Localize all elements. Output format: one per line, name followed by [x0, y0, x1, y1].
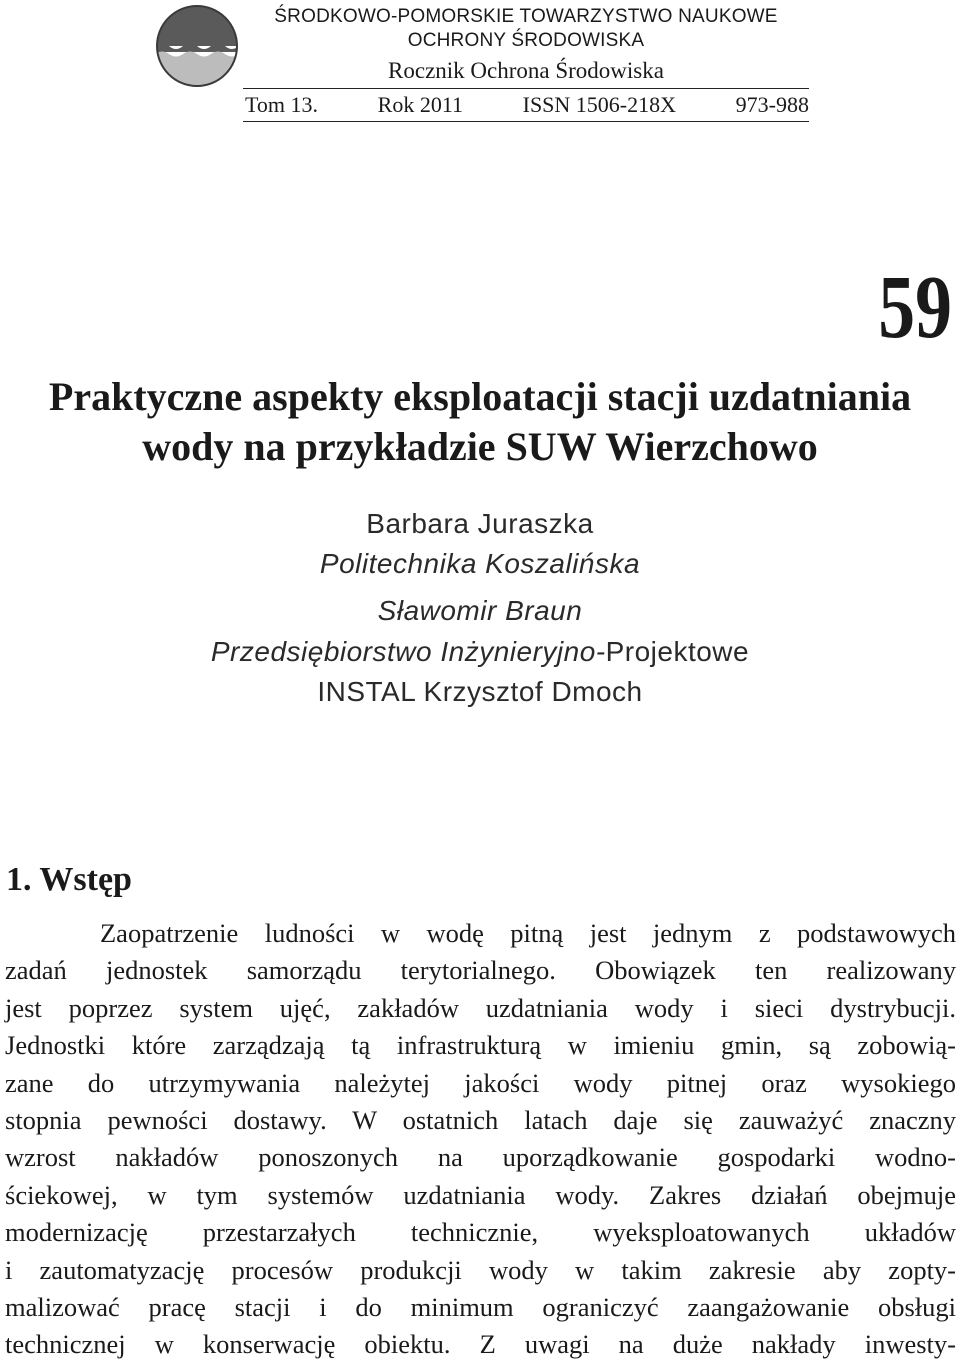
body-line: technicznej w konserwację obiektu. Z uwagi na duże nakłady inwesty-	[5, 1329, 956, 1360]
author-affiliation	[0, 634, 960, 670]
article-title	[0, 372, 960, 472]
issn: ISSN 1506-218X	[522, 92, 677, 117]
body-line: modernizację przestarzałych technicznie, wyeksploatowanych układów	[5, 1217, 956, 1248]
title-line: Praktyczne aspekty eksploatacji stacji uzdatniania	[48, 374, 912, 419]
issue-info	[245, 91, 809, 119]
author-name: Barbara Juraszka	[366, 508, 594, 539]
author-affiliation-line2: INSTAL Krzysztof Dmoch	[317, 676, 643, 707]
body-line: jest poprzez system ujęć, zakładów uzdatniania wody i sieci dystrybucji.	[5, 992, 956, 1023]
body-line: ściekowej, w tym systemów uzdatniania wody. Zakres działań obejmuje	[5, 1179, 956, 1210]
author-affiliation: Politechnika Koszalińska	[319, 548, 641, 579]
society-logo-icon	[155, 4, 239, 88]
author-name: Sławomir Braun	[377, 595, 583, 626]
section-heading: 1. Wstęp	[6, 861, 132, 898]
journal-name: Rocznik Ochrona Środowiska	[388, 58, 664, 83]
volume: Tom 13.	[245, 92, 319, 117]
affiliation-normal-part: Projektowe	[605, 636, 750, 667]
affiliation-italic-part: Przedsiębiorstwo Inżynieryjno-	[210, 636, 606, 667]
section-body	[5, 915, 956, 1364]
body-line: Jednostki które zarządzają tą infrastrukturą w imieniu gmin, są zobowią-	[5, 1030, 956, 1061]
body-line: malizować pracę stacji i do minimum ograniczyć zaangażowanie obsługi	[5, 1292, 956, 1323]
body-line: wzrost nakładów ponoszonych na uporządkowanie gospodarki wodno-	[5, 1142, 956, 1173]
article-number: 59	[878, 258, 952, 357]
year: Rok 2011	[377, 92, 463, 117]
body-line: zane do utrzymywania należytej jakości wody pitnej oraz wysokiego	[5, 1067, 956, 1098]
society-name-line2: OCHRONY ŚRODOWISKA	[407, 30, 645, 51]
title-line: wody na przykładzie SUW Wierzchowo	[142, 424, 818, 469]
society-name-line1: ŚRODKOWO-POMORSKIE TOWARZYSTWO NAUKOWE	[274, 6, 778, 27]
page-range: 973-988	[735, 92, 809, 117]
header-rule-bottom	[243, 121, 809, 122]
body-line: stopnia pewności dostawy. W ostatnich latach daje się zauważyć znaczny	[5, 1105, 956, 1136]
body-line: Zaopatrzenie ludności w wodę pitną jest jednym z podstawowych	[100, 918, 956, 948]
header-rule-top	[243, 88, 809, 89]
body-line: zadań jednostek samorządu terytorialnego. Obowiązek ten realizowany	[5, 955, 956, 986]
body-line: i zautomatyzację procesów produkcji wody w takim zakresie aby zopty-	[5, 1254, 956, 1285]
